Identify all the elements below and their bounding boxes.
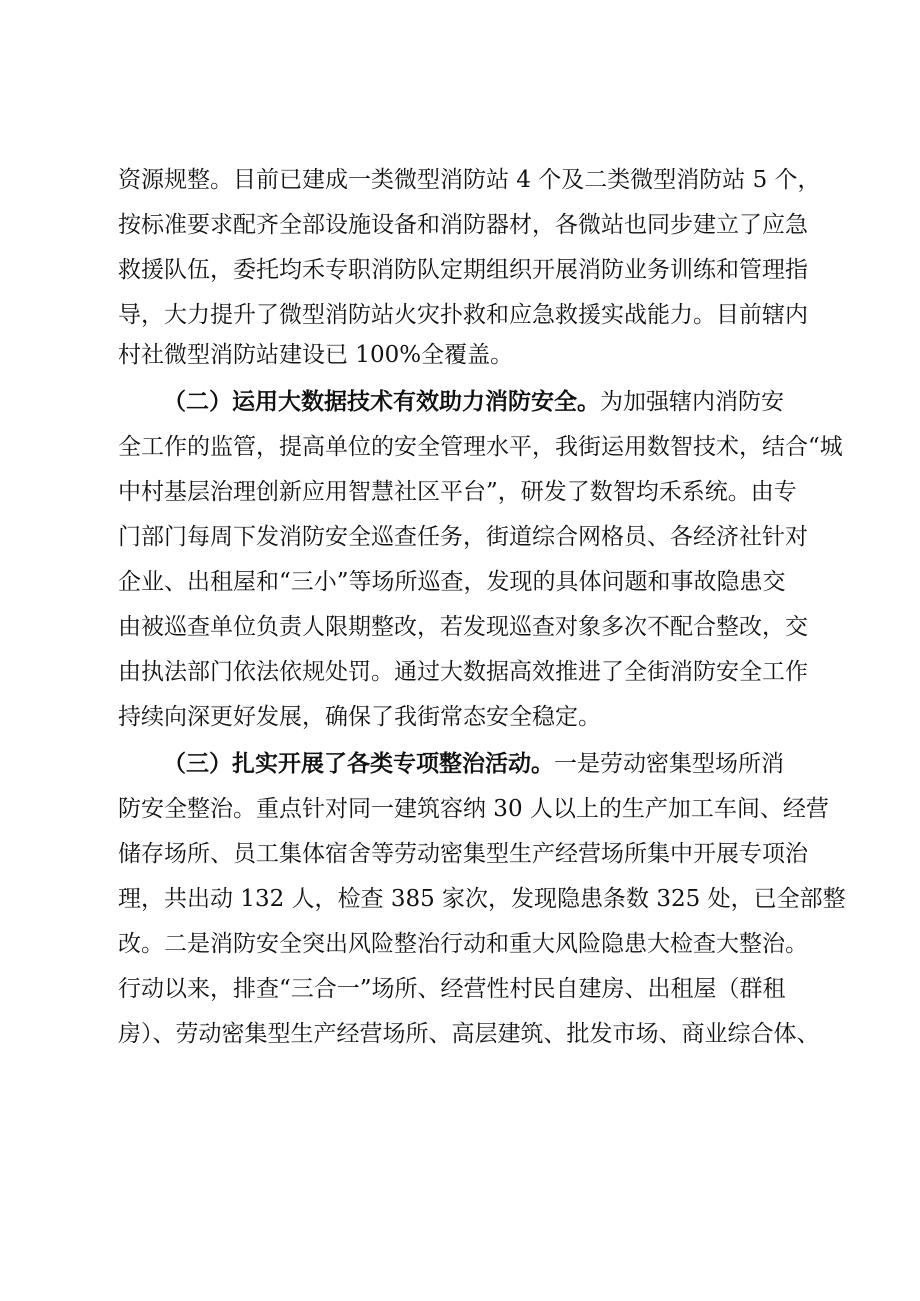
paragraph-2-lead-text: 为加强辖内消防安 <box>600 389 784 415</box>
paragraph-1-line-4: 导，大力提升了微型消防站火灾扑救和应急救援实战能力。目前辖内 <box>118 302 808 328</box>
paragraph-2-line-6: 由被巡查单位负责人限期整改，若发现巡查对象多次不配合整改，交 <box>118 614 808 640</box>
paragraph-3-line-4: 理，共出动 132 人，检查 385 家次，发现隐患条数 325 处，已全部整 <box>118 886 846 912</box>
paragraph-2-line-2: 全工作的监管，提高单位的安全管理水平，我街运用数智技术，结合“城 <box>118 434 843 460</box>
paragraph-2-line-7: 由执法部门依法依规处罚。通过大数据高效推进了全街消防安全工作 <box>118 659 808 685</box>
paragraph-3-line-6: 行动以来，排查“三合一”场所、经营性村民自建房、出租屋（群租 <box>118 976 786 1002</box>
paragraph-2-line-1 <box>163 387 784 417</box>
paragraph-2-line-4: 门部门每周下发消防安全巡查任务，街道综合网格员、各经济社针对 <box>118 524 808 550</box>
paragraph-1-line-3: 救援队伍，委托均禾专职消防队定期组织开展消防业务训练和管理指 <box>118 257 808 283</box>
section-2-heading: （二）运用大数据技术有效助力消防安全。 <box>163 388 600 415</box>
paragraph-3-line-1 <box>163 749 784 779</box>
paragraph-2-line-3: 中村基层治理创新应用智慧社区平台”，研发了数智均禾系统。由专 <box>118 479 797 505</box>
paragraph-3-lead-text: 一是劳动密集型场所消 <box>554 751 784 777</box>
paragraph-1-line-5: 村社微型消防站建设已 100%全覆盖。 <box>118 342 514 368</box>
paragraph-1-line-1: 资源规整。目前已建成一类微型消防站 4 个及二类微型消防站 5 个， <box>118 167 821 193</box>
paragraph-2-line-8: 持续向深更好发展，确保了我街常态安全稳定。 <box>118 704 601 730</box>
paragraph-3-line-5: 改。二是消防安全突出风险整治行动和重大风险隐患大检查大整治。 <box>118 931 808 957</box>
paragraph-2-line-5: 企业、出租屋和“三小”等场所巡查，发现的具体问题和事故隐患交 <box>118 569 786 595</box>
section-3-heading: （三）扎实开展了各类专项整治活动。 <box>163 750 554 777</box>
paragraph-1-line-2: 按标准要求配齐全部设施设备和消防器材，各微站也同步建立了应急 <box>118 212 808 238</box>
paragraph-3-line-3: 储存场所、员工集体宿舍等劳动密集型生产经营场所集中开展专项治 <box>118 841 808 867</box>
paragraph-3-line-2: 防安全整治。重点针对同一建筑容纳 30 人以上的生产加工车间、经营 <box>118 796 829 822</box>
paragraph-3-line-7: 房）、劳动密集型生产经营场所、高层建筑、批发市场、商业综合体、 <box>118 1021 820 1047</box>
